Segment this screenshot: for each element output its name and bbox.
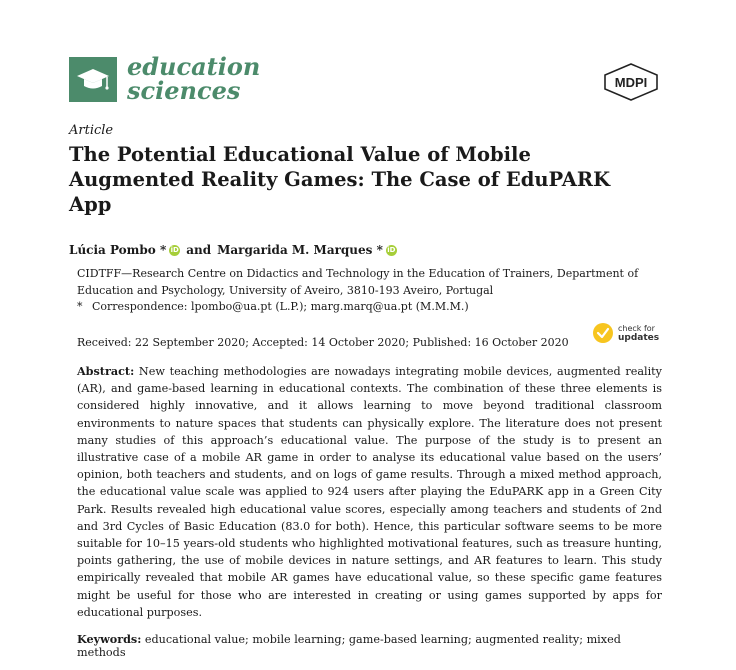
check-updates-icon: [592, 322, 614, 344]
check-updates-line1: check for: [618, 323, 655, 333]
correspondence: [77, 300, 469, 313]
author-list: [69, 243, 397, 257]
correspondence-text: Correspondence: lpombo@ua.pt (L.P.); marg.marq@ua.pt (M.M.M.): [92, 300, 469, 313]
paper-title: The Potential Educational Value of Mobile Augmented Reality Games: The Case of EduPARK App: [69, 143, 611, 216]
orcid-icon[interactable]: iD: [387, 245, 396, 254]
affiliation: CIDTFF—Research Centre on Didactics and Technology in the Education of Trainers, Department of Education and Psychology, University of Aveiro, 3810-193 Aveiro, Portugal: [77, 267, 639, 297]
abstract: [77, 363, 662, 621]
keywords: [77, 632, 667, 659]
keywords-text: educational value; mobile learning; game-based learning; augmented reality; mixed methods: [77, 633, 621, 659]
journal-name: [127, 52, 261, 105]
abstract-text: New teaching methodologies are nowadays integrating mobile devices, augmented reality (AR), and game-based learning in educational contexts. The combination of these three elements is considered highly innovative, and it allows learning to move beyond traditional classroom environments to nature spaces that students can physically explore. The literature does not present many studies of this approach’s educational value. The purpose of the study is to present an illustrative case of a mobile AR game in order to analyse its educational value based on the users’ opinion, both teachers and students, and on logs of game results. Through a mixed method approach, the educational value scale was applied to 924 users after playing the EduPARK app in a Green City Park. Results revealed high educational value scores, especially among teachers and students of 2nd and 3rd Cycles of Basic Education (83.0 for both). Hence, this particular software seems to be more suitable for 10–15 years-old students who highlighted motivational features, such as treasure hunting, points gathering, the use of mobile devices in nature settings, and AR features to learn. This study empirically revealed that mobile AR games have educational value, so these specific game features might be useful for those who are interested in creating or using games supported by apps for educational purposes.: [77, 365, 662, 619]
publication-dates: Received: 22 September 2020; Accepted: 14 October 2020; Published: 16 October 2020: [77, 336, 569, 349]
article-type: Article: [69, 123, 114, 138]
graduation-cap-icon: [75, 66, 111, 94]
keywords-label: Keywords:: [77, 632, 142, 646]
journal-name-line2: sciences: [127, 76, 241, 105]
mdpi-logo: [603, 63, 659, 101]
abstract-label: Abstract:: [77, 364, 135, 378]
author-1[interactable]: Lúcia Pombo *: [69, 243, 167, 257]
check-for-updates-badge[interactable]: [592, 322, 659, 344]
correspondence-marker: *: [77, 300, 83, 313]
author-connector: and: [186, 243, 212, 257]
author-2[interactable]: Margarida M. Marques *: [217, 243, 383, 257]
journal-logo: [69, 57, 117, 102]
orcid-icon[interactable]: iD: [170, 245, 179, 254]
check-updates-line2: updates: [618, 332, 660, 343]
mdpi-logo-text: MDPI: [614, 75, 648, 90]
journal-name-line1: education: [127, 52, 261, 81]
